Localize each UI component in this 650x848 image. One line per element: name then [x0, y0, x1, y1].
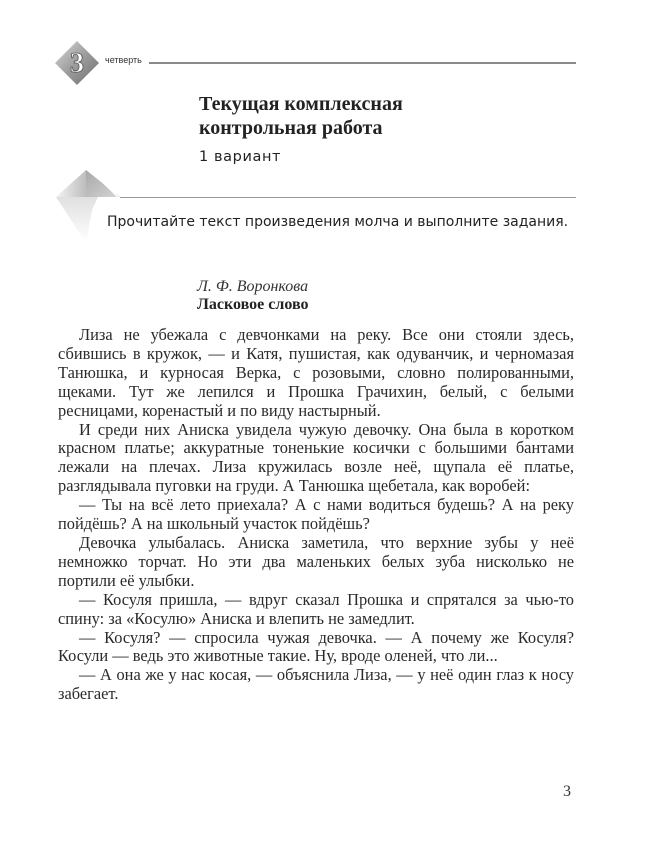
page-title — [199, 92, 403, 140]
story-paragraph: И среди них Аниска увидела чужую девочку. Она была в коротком красном платье; аккуратные тоненькие косички с большими бантами лежали на плечах. Лиза кружилась возле неё, щупала её платье, разглядывала пуговки на груди. А Танюшка щебетала, как воробей: — [58, 419, 574, 496]
story-author: Л. Ф. Воронкова — [197, 278, 309, 295]
instruction-text: Прочитайте текст произведения молча и выполните задания. — [107, 214, 569, 230]
story-paragraph: — Косуля? — спросила чужая девочка. — А почему же Косуля? Косули — ведь это животные такие. Ну, вроде оленей, что ли... — [58, 627, 574, 666]
section-divider — [120, 197, 576, 198]
story-paragraph: — А она же у нас косая, — объяснила Лиза, — у неё один глаз к носу забегает. — [58, 665, 574, 704]
header-divider — [149, 62, 576, 64]
title-line-1: Текущая комплексная — [199, 93, 403, 115]
variant-label: 1 вариант — [199, 149, 282, 165]
page-number: 3 — [563, 783, 571, 800]
story-paragraph: Девочка улыбалась. Аниска заметила, что верхние зубы у неё немножко торчат. Но эти два маленьких белых зуба нисколько не портили её улыбки. — [58, 532, 574, 590]
story-title: Ласковое слово — [197, 296, 309, 313]
story-paragraph: Лиза не убежала с девчонками на реку. Все они стояли здесь, сбившись в кружок, — и Катя, пушистая, как одуванчик, и черномазая Танюшка, и курносая Верка, с розовыми, словно полированными, щеками. Тут же лепился и Прошка Грачихин, белый, с белыми ресницами, коренастый и по виду настырный. — [58, 325, 574, 420]
story-paragraph: — Косуля пришла, — вдруг сказал Прошка и спрятался за чью-то спину: за «Косулю» Аниска и влепить не замедлит. — [58, 589, 574, 628]
story-paragraph: — Ты на всё лето приехала? А с нами водиться будешь? А на реку пойдёшь? А на школьный участок пойдёшь? — [58, 495, 574, 534]
story-body — [58, 326, 574, 704]
quarter-label: четверть — [105, 55, 142, 65]
quarter-number: 3 — [70, 48, 84, 79]
diamond-badge-icon — [54, 40, 100, 86]
title-line-2: контрольная работа — [199, 117, 383, 139]
